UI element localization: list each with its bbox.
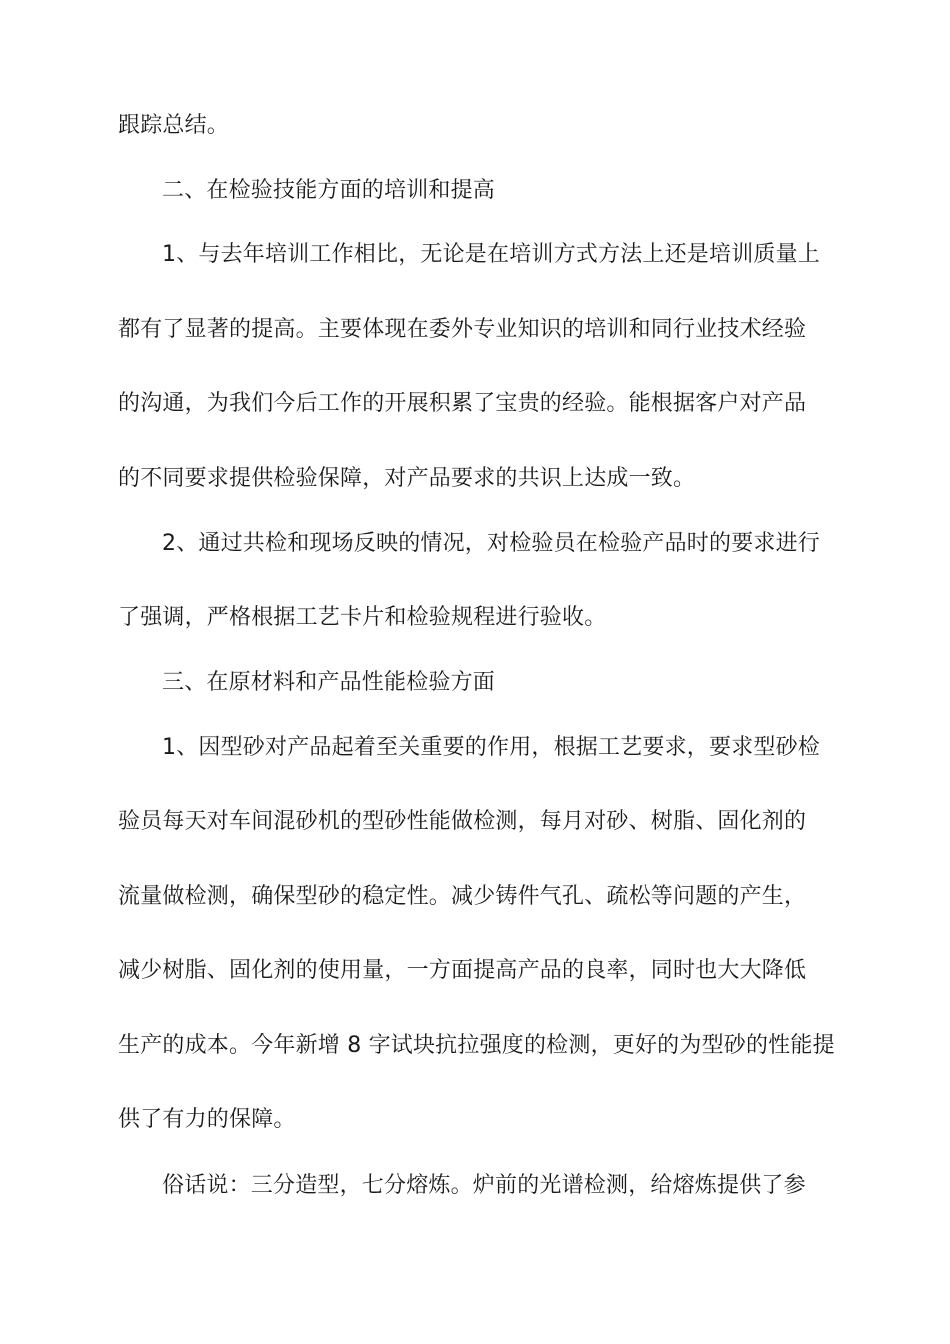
paragraph-line: 了强调，严格根据工艺卡片和检验规程进行验收。 — [118, 605, 607, 630]
paragraph-line: 减少树脂、固化剂的使用量，一方面提高产品的良率，同时也大大降低 — [118, 958, 807, 983]
section-heading: 三、在原材料和产品性能检验方面 — [162, 670, 496, 695]
paragraph-line: 验员每天对车间混砂机的型砂性能做检测，每月对砂、树脂、固化剂的 — [118, 809, 807, 834]
paragraph-line: 流量做检测，确保型砂的稳定性。减少铸件气孔、疏松等问题的产生， — [118, 884, 807, 909]
paragraph-line: 跟踪总结。 — [118, 113, 230, 138]
paragraph-line: 供了有力的保障。 — [118, 1107, 296, 1132]
paragraph-line: 1、与去年培训工作相比，无论是在培训方式方法上还是培训质量上 — [162, 242, 820, 267]
paragraph-line: 都有了显著的提高。主要体现在委外专业知识的培训和同行业技术经验 — [118, 317, 807, 342]
paragraph-line: 生产的成本。今年新增 8 字试块抗拉强度的检测，更好的为型砂的性能提 — [118, 1033, 835, 1058]
paragraph-line: 的不同要求提供检验保障，对产品要求的共识上达成一致。 — [118, 466, 696, 491]
paragraph-line: 的沟通，为我们今后工作的开展积累了宝贵的经验。能根据客户对产品 — [118, 391, 807, 416]
paragraph-line: 俗话说：三分造型，七分熔炼。炉前的光谱检测，给熔炼提供了参 — [162, 1173, 806, 1198]
paragraph-line: 2、通过共检和现场反映的情况，对检验员在检验产品时的要求进行 — [162, 531, 820, 556]
paragraph-line: 1、因型砂对产品起着至关重要的作用，根据工艺要求，要求型砂检 — [162, 735, 820, 760]
section-heading: 二、在检验技能方面的培训和提高 — [162, 178, 496, 203]
